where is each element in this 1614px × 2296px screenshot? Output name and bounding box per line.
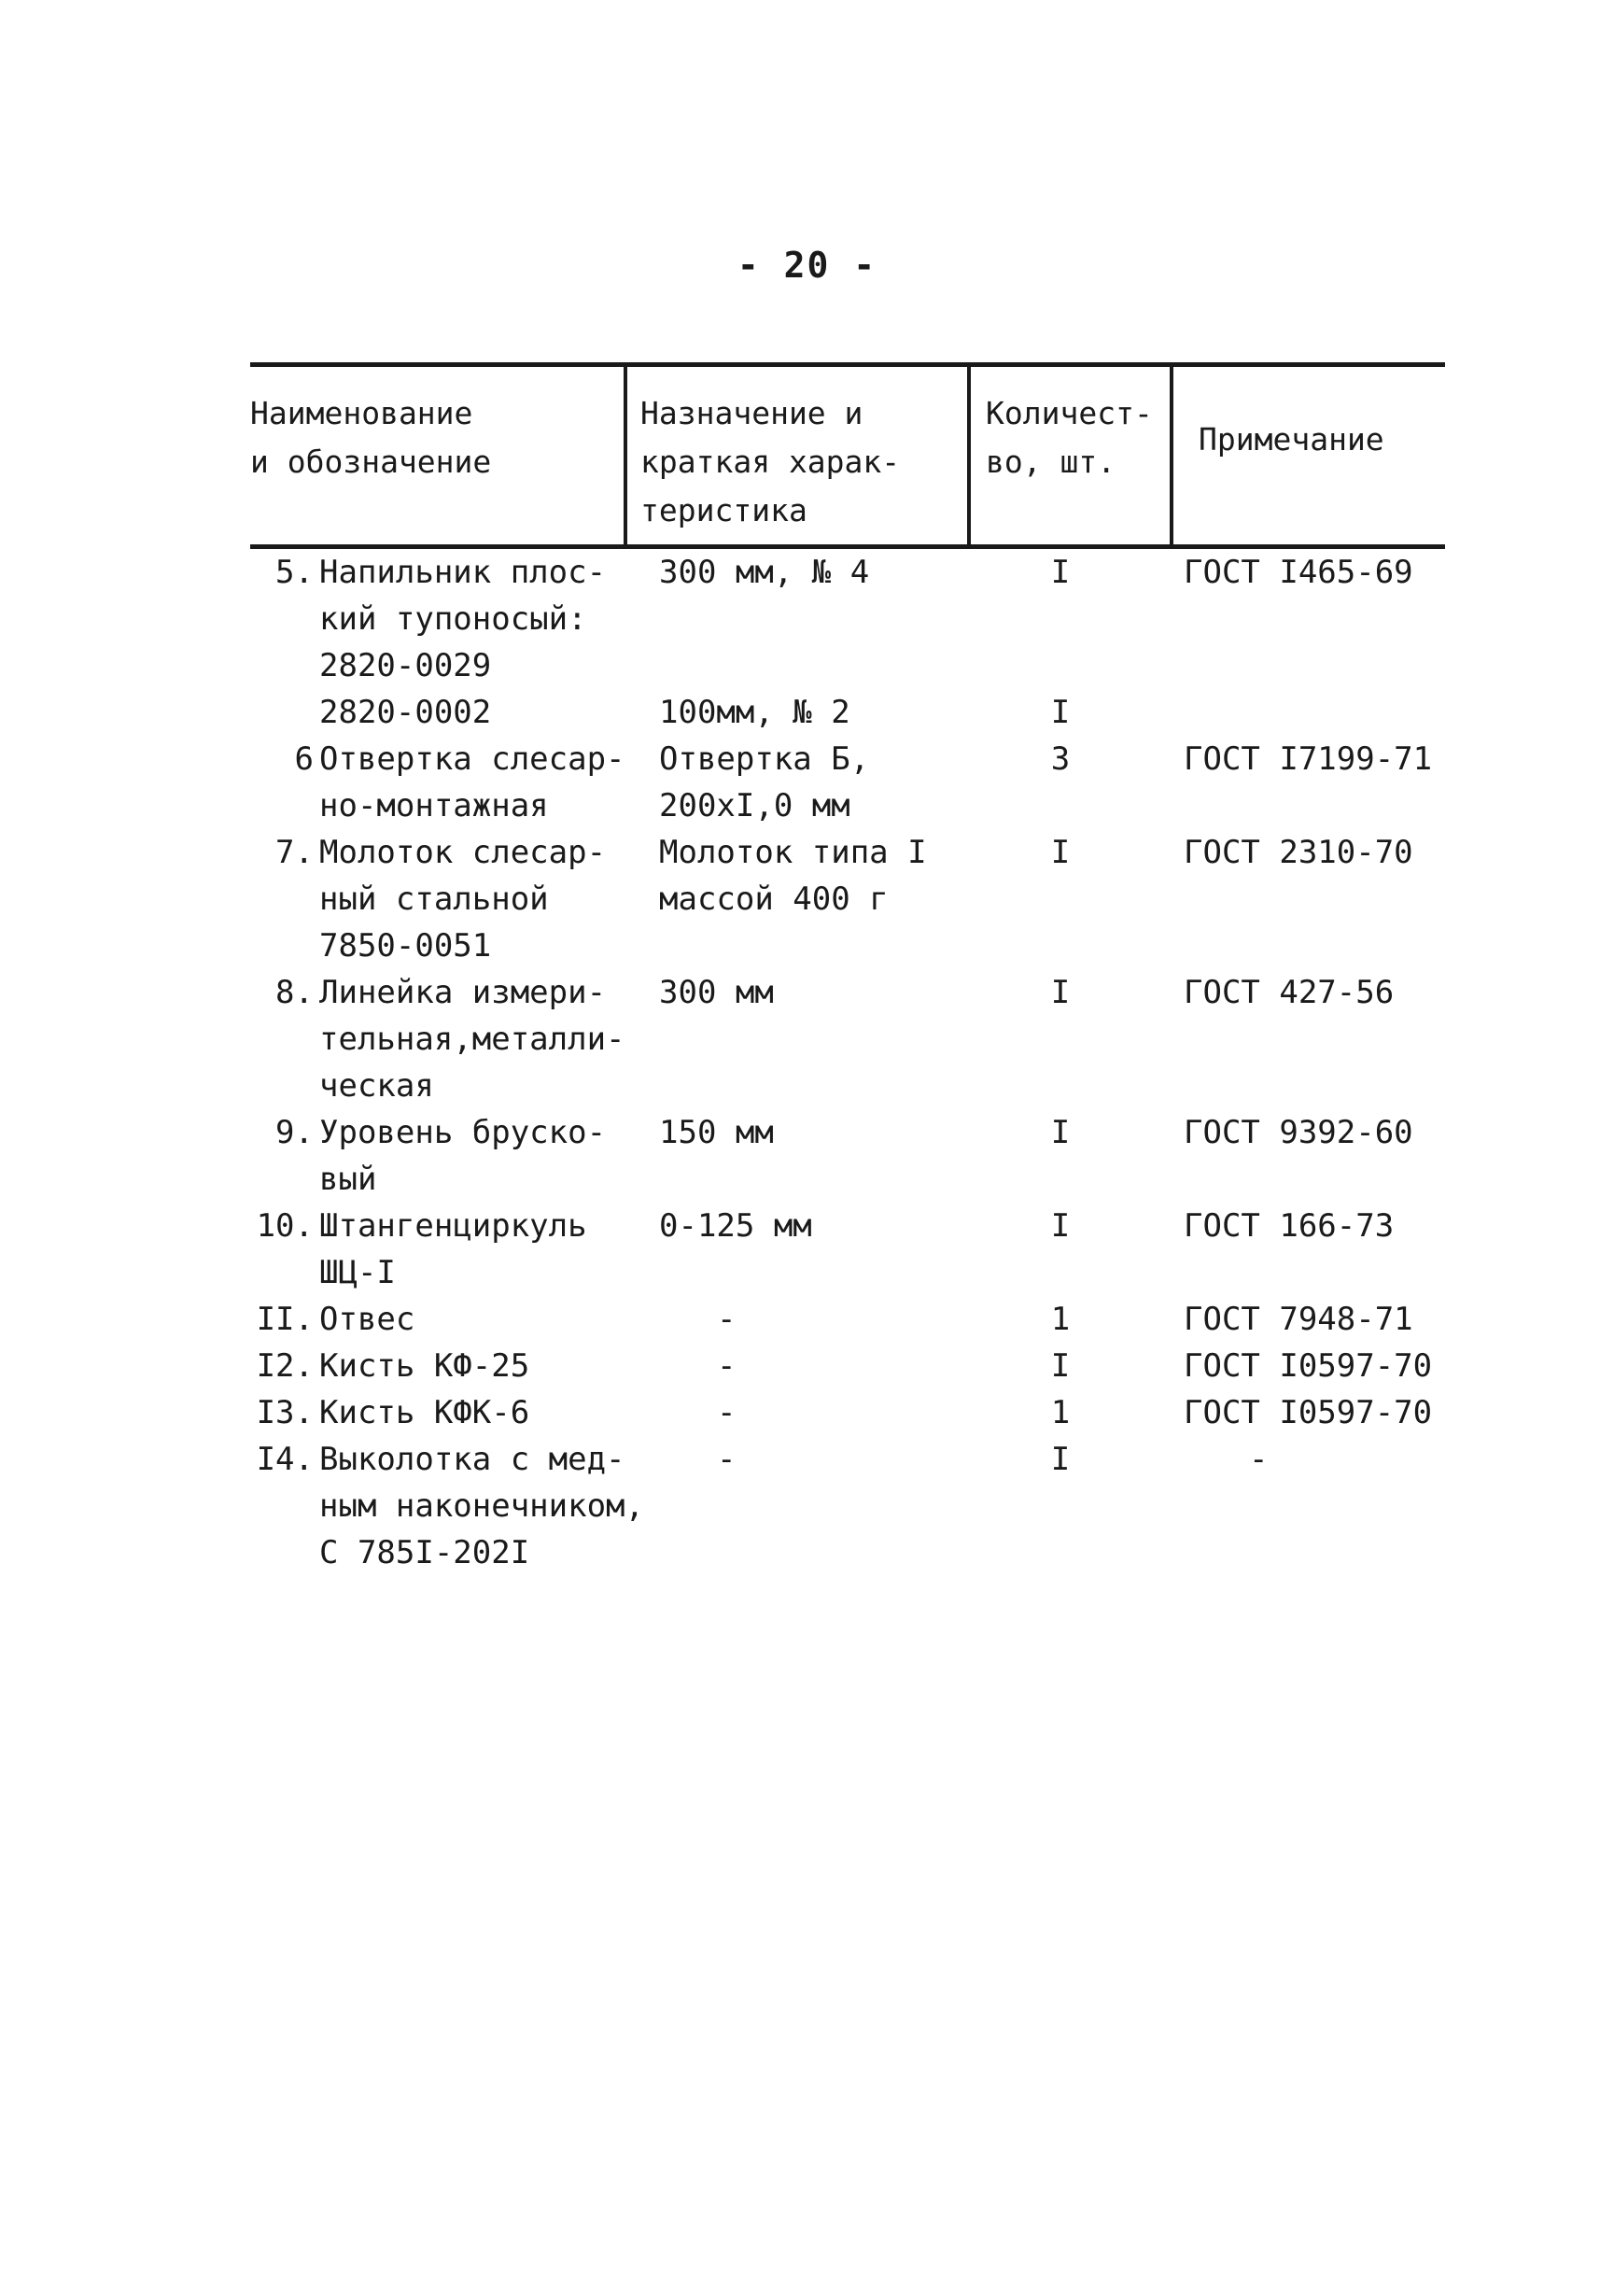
row-name: Отвес: [319, 1301, 415, 1338]
row-note: ГОСТ I7199-71: [1184, 740, 1433, 778]
row-note: ГОСТ I0597-70: [1184, 1347, 1433, 1385]
table-row: [250, 1109, 1445, 1203]
column-divider: [624, 367, 627, 544]
table-row: [250, 1343, 1445, 1389]
row-number: 9.: [275, 1114, 314, 1151]
row-purpose: 150 мм: [659, 1114, 774, 1151]
table-body: [250, 549, 1445, 1576]
column-divider: [967, 367, 971, 544]
table-row: [250, 1436, 1445, 1576]
row-number: II.: [256, 1301, 314, 1338]
row-note: ГОСТ 166-73: [1184, 1207, 1395, 1245]
row-note: ГОСТ I0597-70: [1184, 1394, 1433, 1431]
row-number: I4.: [256, 1441, 314, 1478]
row-purpose: Молоток типа I массой 400 г: [659, 834, 927, 918]
row-quantity: I: [1050, 1207, 1071, 1245]
row-name: Выколотка с мед- ным наконечником, С 785I-202I: [319, 1441, 644, 1571]
row-number: 6: [294, 740, 314, 778]
table-row: [250, 1389, 1445, 1436]
row-note: -: [1249, 1441, 1269, 1478]
row-purpose: 300 мм, № 4 100мм, № 2: [659, 554, 870, 731]
row-name: Напильник плос- кий тупоносый: 2820-0029 2820-0002: [319, 554, 607, 731]
table-row: [250, 829, 1445, 969]
row-number: 5.: [275, 554, 314, 591]
row-number: 7.: [275, 834, 314, 871]
row-number: I3.: [256, 1394, 314, 1431]
row-purpose: -: [717, 1441, 737, 1478]
page-number: - 20 -: [737, 245, 877, 286]
row-name: Уровень бруско- вый: [319, 1114, 607, 1198]
row-name: Кисть КФК-6: [319, 1394, 530, 1431]
row-purpose: -: [717, 1394, 737, 1431]
table-row: [250, 1203, 1445, 1296]
row-note: ГОСТ 9392-60: [1184, 1114, 1413, 1151]
row-number: I2.: [256, 1347, 314, 1385]
row-name: Молоток слесар- ный стальной 7850-0051: [319, 834, 607, 965]
row-purpose: 300 мм: [659, 974, 774, 1011]
row-quantity: 1: [1050, 1394, 1071, 1431]
row-quantity: I: [1050, 834, 1071, 871]
row-name: Отвертка слесар- но-монтажная: [319, 740, 625, 824]
table-row: [250, 1296, 1445, 1343]
table-row: [250, 969, 1445, 1109]
header-note: Примечание: [1199, 421, 1384, 458]
header-quantity: Количест- во, шт.: [986, 395, 1153, 480]
table-row: [250, 549, 1445, 736]
header-purpose: Назначение и краткая харак- теристика: [640, 395, 901, 528]
row-note: ГОСТ 2310-70: [1184, 834, 1413, 871]
row-name: Линейка измери- тельная,металли- ческая: [319, 974, 625, 1105]
row-number: 10.: [256, 1207, 314, 1245]
row-note: ГОСТ 7948-71: [1184, 1301, 1413, 1338]
column-divider: [1170, 367, 1173, 544]
row-quantity: I: [1050, 1441, 1071, 1478]
row-purpose: Отвертка Б, 200хI,0 мм: [659, 740, 870, 824]
row-purpose: -: [717, 1301, 737, 1338]
header-name: Наименование и обозначение: [250, 395, 492, 480]
row-note: ГОСТ 427-56: [1184, 974, 1395, 1011]
table-row: [250, 736, 1445, 829]
row-purpose: 0-125 мм: [659, 1207, 812, 1245]
row-quantity: 1: [1050, 1301, 1071, 1338]
row-quantity: I: [1050, 1114, 1071, 1151]
row-quantity: I: [1050, 1347, 1071, 1385]
row-name: Кисть КФ-25: [319, 1347, 530, 1385]
row-quantity: I I: [1050, 554, 1071, 731]
row-quantity: 3: [1050, 740, 1071, 778]
tools-table: [250, 362, 1445, 1576]
table-header: [250, 362, 1445, 549]
row-purpose: -: [717, 1347, 737, 1385]
row-note: ГОСТ I465-69: [1184, 554, 1413, 591]
row-number: 8.: [275, 974, 314, 1011]
row-quantity: I: [1050, 974, 1071, 1011]
row-name: Штангенциркуль ШЦ-I: [319, 1207, 587, 1291]
